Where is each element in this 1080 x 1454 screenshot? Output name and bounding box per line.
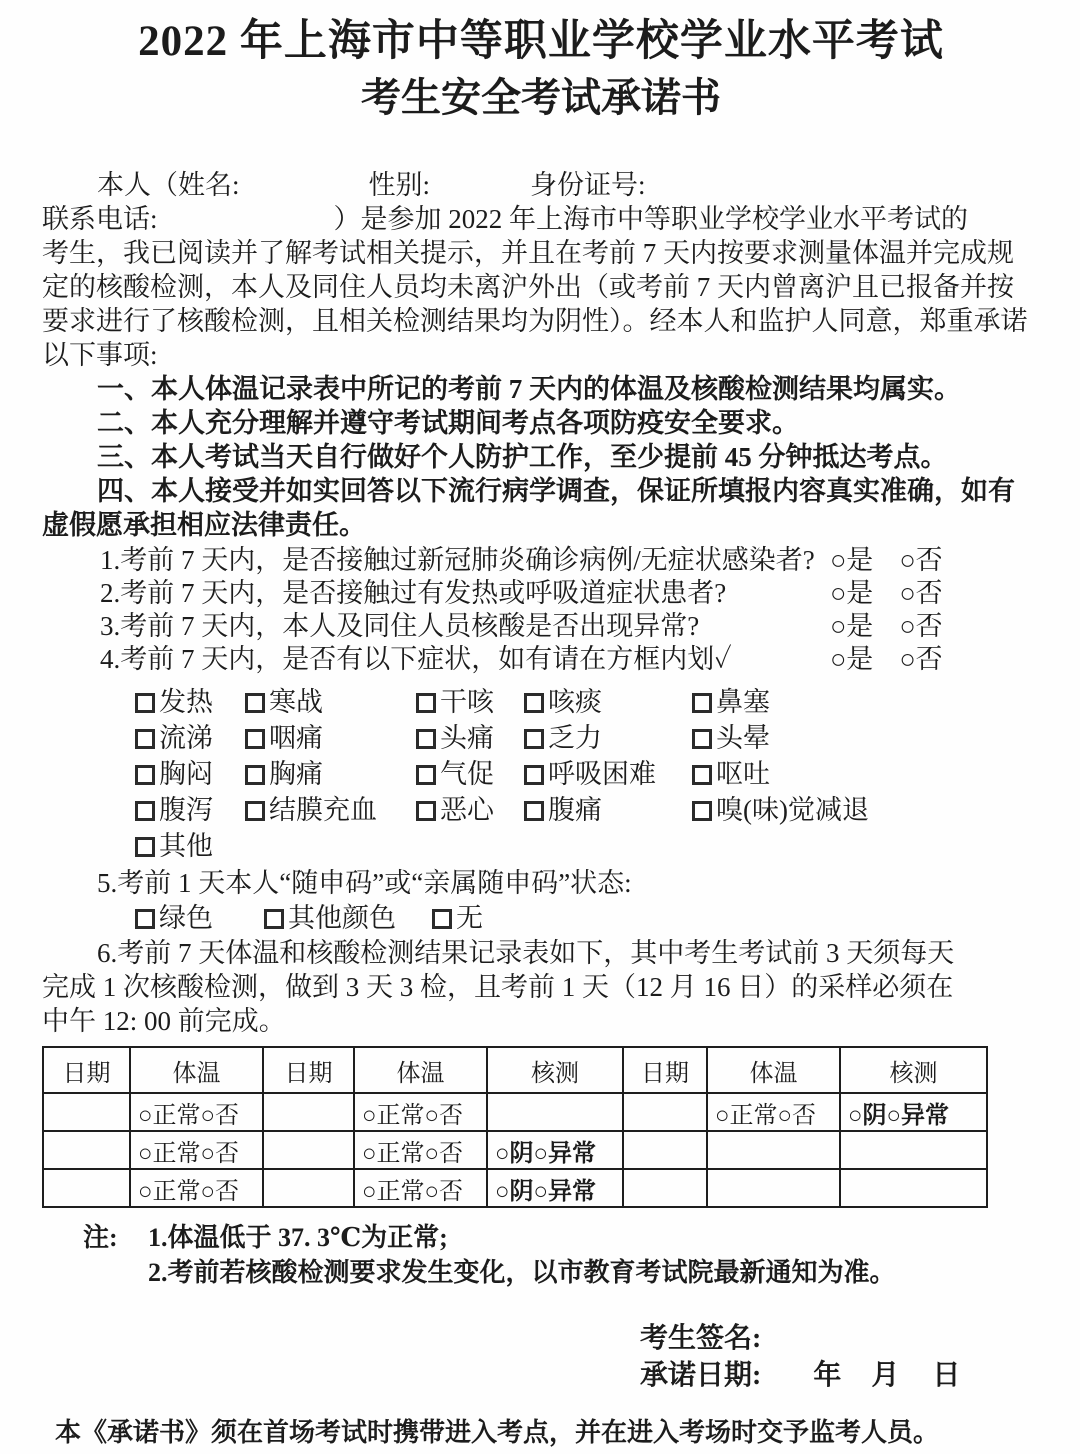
date-cell[interactable] xyxy=(43,1131,130,1169)
date-cell[interactable] xyxy=(43,1093,130,1131)
table-header-row xyxy=(43,1047,987,1093)
checkbox-icon xyxy=(692,765,712,785)
day-label: 日 xyxy=(932,1360,961,1391)
col-header-temperature: 体温 xyxy=(130,1047,263,1093)
question-4-options xyxy=(830,643,943,676)
question-row-1 xyxy=(42,544,1040,577)
date-cell[interactable] xyxy=(263,1131,354,1169)
intro-line: 要求进行了核酸检测，且相关检测结果均为阴性）。经本人和监护人同意，郑重承诺 xyxy=(42,306,1028,336)
commitment-item-4: 四、本人接受并如实回答以下流行病学调查，保证所填报内容真实准确，如有 xyxy=(97,476,1015,506)
question-1-text: 1.考前 7 天内，是否接触过新冠肺炎确诊病例/无症状感染者? xyxy=(100,545,815,575)
symptom-checkbox-fever[interactable]: 发热 xyxy=(135,684,245,720)
month-label: 月 xyxy=(871,1360,900,1391)
question-6-line: 中午 12: 00 前完成。 xyxy=(42,1006,286,1036)
phone-field-label: 联系电话: xyxy=(42,204,158,234)
commitment-item-4-wrap: 虚假愿承担相应法律责任。 xyxy=(42,510,366,540)
fields-line-2 xyxy=(42,202,1040,236)
symptom-checkbox-runny-nose[interactable]: 流涕 xyxy=(135,720,245,756)
checkbox-icon xyxy=(416,765,436,785)
question-3-options xyxy=(830,610,943,643)
question-1-options xyxy=(830,544,943,577)
col-header-nucleic-test: 核测 xyxy=(840,1047,987,1093)
nucleic-test-options-cell[interactable]: ○阴○异常 xyxy=(840,1093,987,1131)
temperature-options-cell[interactable]: ○正常○否 xyxy=(354,1131,487,1169)
checkbox-icon xyxy=(524,729,544,749)
checkbox-icon xyxy=(135,801,155,821)
health-code-options xyxy=(135,900,1040,936)
fields-line-1 xyxy=(42,168,1040,202)
checkbox-icon xyxy=(692,693,712,713)
question-6-line: 完成 1 次核酸检测，做到 3 天 3 检，且考前 1 天（12 月 16 日）的采样必须在 xyxy=(42,972,954,1002)
checkbox-icon xyxy=(432,909,452,929)
col-header-nucleic-test: 核测 xyxy=(487,1047,623,1093)
health-code-other-color-checkbox[interactable]: 其他颜色 xyxy=(264,900,432,936)
symptom-checkbox-smell-taste-loss[interactable]: 嗅(味)觉减退 xyxy=(692,792,1040,828)
col-header-date: 日期 xyxy=(623,1047,707,1093)
health-code-green-checkbox[interactable]: 绿色 xyxy=(135,900,264,936)
question-2-options xyxy=(830,577,943,610)
temperature-options-cell[interactable]: ○正常○否 xyxy=(354,1093,487,1131)
candidate-signature-label: 考生签名: xyxy=(640,1323,762,1354)
intro-line: 考生，我已阅读并了解考试相关提示，并且在考前 7 天内按要求测量体温并完成规 xyxy=(42,238,1014,268)
symptom-checkbox-grid xyxy=(135,684,1040,864)
checkbox-icon xyxy=(524,765,544,785)
commitment-item-1: 一、本人体温记录表中所记的考前 7 天内的体温及核酸检测结果均属实。 xyxy=(97,374,961,404)
radio-no[interactable]: ○否 xyxy=(899,578,943,608)
candidate-signature-line xyxy=(640,1320,1040,1357)
temperature-options-cell[interactable]: ○正常○否 xyxy=(354,1169,487,1207)
question-6-line: 6.考前 7 天体温和核酸检测结果记录表如下，其中考生考试前 3 天须每天 xyxy=(97,938,955,968)
symptom-checkbox-dizziness[interactable]: 头晕 xyxy=(692,720,1040,756)
symptom-checkbox-vomiting[interactable]: 呕吐 xyxy=(692,756,1040,792)
nucleic-test-cell[interactable] xyxy=(487,1093,623,1131)
symptom-checkbox-shortness-of-breath[interactable]: 气促 xyxy=(416,756,524,792)
table-row xyxy=(43,1169,987,1207)
commitment-date-line xyxy=(640,1357,1040,1394)
col-header-date: 日期 xyxy=(43,1047,130,1093)
question-3-text: 3.考前 7 天内，本人及同住人员核酸是否出现异常? xyxy=(100,611,700,641)
temperature-options-cell[interactable]: ○正常○否 xyxy=(130,1131,263,1169)
checkbox-icon xyxy=(245,729,265,749)
symptom-checkbox-chest-pain[interactable]: 胸痛 xyxy=(245,756,416,792)
temperature-options-cell[interactable] xyxy=(707,1169,840,1207)
radio-no[interactable]: ○否 xyxy=(899,611,943,641)
question-5-block xyxy=(42,866,1040,936)
checkbox-icon xyxy=(524,801,544,821)
radio-no[interactable]: ○否 xyxy=(899,545,943,575)
symptom-checkbox-sore-throat[interactable]: 咽痛 xyxy=(245,720,416,756)
symptom-checkbox-headache[interactable]: 头痛 xyxy=(416,720,524,756)
symptom-checkbox-chest-tightness[interactable]: 胸闷 xyxy=(135,756,245,792)
nucleic-test-cell[interactable] xyxy=(840,1169,987,1207)
intro-line: 以下事项: xyxy=(42,340,158,370)
intro-after-phone: ）是参加 2022 年上海市中等职业学校学业水平考试的 xyxy=(333,204,969,234)
table-row xyxy=(43,1131,987,1169)
question-row-3 xyxy=(42,610,1040,643)
date-cell[interactable] xyxy=(623,1093,707,1131)
checkbox-icon xyxy=(135,729,155,749)
commitment-item-2: 二、本人充分理解并遵守考试期间考点各项防疫安全要求。 xyxy=(97,408,799,438)
epidemiology-questions xyxy=(42,544,1040,676)
question-6-block xyxy=(42,936,1040,1038)
checkbox-icon xyxy=(524,693,544,713)
col-header-temperature: 体温 xyxy=(354,1047,487,1093)
checkbox-icon xyxy=(416,801,436,821)
note-item-1: 1.体温低于 37. 3℃为正常; xyxy=(148,1223,448,1252)
question-2-text: 2.考前 7 天内，是否接触过有发热或呼吸道症状患者? xyxy=(100,578,727,608)
notes-block xyxy=(83,1220,1040,1290)
checkbox-icon xyxy=(135,909,155,929)
symptom-checkbox-fatigue[interactable]: 乏力 xyxy=(524,720,692,756)
date-cell[interactable] xyxy=(43,1169,130,1207)
note-prefix: 注: xyxy=(83,1223,118,1252)
gender-field-label: 性别: xyxy=(368,170,431,200)
radio-yes[interactable]: ○是 xyxy=(830,578,874,608)
checkbox-icon xyxy=(135,693,155,713)
date-cell[interactable] xyxy=(263,1169,354,1207)
col-header-date: 日期 xyxy=(263,1047,354,1093)
checkbox-icon xyxy=(416,729,436,749)
id-field-label: 身份证号: xyxy=(530,170,646,200)
temperature-options-cell[interactable]: ○正常○否 xyxy=(130,1169,263,1207)
intro-line: 定的核酸检测，本人及同住人员均未离沪外出（或考前 7 天内曾离沪且已报备并按 xyxy=(42,272,1014,302)
symptom-checkbox-sputum[interactable]: 咳痰 xyxy=(524,684,692,720)
symptom-checkbox-chills[interactable]: 寒战 xyxy=(245,684,416,720)
nucleic-test-options-cell[interactable]: ○阴○异常 xyxy=(487,1131,623,1169)
question-row-4 xyxy=(42,643,1040,676)
footer-instruction: 本《承诺书》须在首场考试时携带进入考点，并在进入考场时交予监考人员。 xyxy=(55,1418,940,1447)
commitment-list xyxy=(42,372,1040,542)
document-title-line1: 2022 年上海市中等职业学校学业水平考试 xyxy=(138,18,944,65)
checkbox-icon xyxy=(245,801,265,821)
checkbox-icon xyxy=(245,765,265,785)
checkbox-icon xyxy=(692,729,712,749)
question-row-2 xyxy=(42,577,1040,610)
radio-yes[interactable]: ○是 xyxy=(830,644,874,674)
radio-no[interactable]: ○否 xyxy=(899,644,943,674)
checkbox-icon xyxy=(135,837,155,857)
date-cell[interactable] xyxy=(623,1131,707,1169)
symptom-checkbox-nasal-congestion[interactable]: 鼻塞 xyxy=(692,684,1040,720)
document-title-line2: 考生安全考试承诺书 xyxy=(361,75,721,120)
signature-block xyxy=(640,1320,1040,1394)
temperature-options-cell[interactable]: ○正常○否 xyxy=(707,1093,840,1131)
commitment-date-label: 承诺日期: xyxy=(640,1360,762,1391)
intro-paragraph xyxy=(42,168,1040,372)
note-line-2 xyxy=(83,1255,1040,1290)
temperature-options-cell[interactable]: ○正常○否 xyxy=(130,1093,263,1131)
table-row xyxy=(43,1093,987,1131)
note-item-2: 2.考前若核酸检测要求发生变化，以市教育考试院最新通知为准。 xyxy=(148,1258,896,1287)
symptom-checkbox-breathing-difficulty[interactable]: 呼吸困难 xyxy=(524,756,692,792)
commitment-item-3: 三、本人考试当天自行做好个人防护工作，至少提前 45 分钟抵达考点。 xyxy=(97,442,948,472)
symptom-checkbox-abdominal-pain[interactable]: 腹痛 xyxy=(524,792,692,828)
checkbox-icon xyxy=(245,693,265,713)
symptom-checkbox-other[interactable]: 其他 xyxy=(135,828,245,864)
symptom-checkbox-nausea[interactable]: 恶心 xyxy=(416,792,524,828)
col-header-temperature: 体温 xyxy=(707,1047,840,1093)
year-label: 年 xyxy=(813,1360,842,1391)
radio-yes[interactable]: ○是 xyxy=(830,545,874,575)
checkbox-icon xyxy=(692,801,712,821)
date-cell[interactable] xyxy=(263,1093,354,1131)
symptom-checkbox-dry-cough[interactable]: 干咳 xyxy=(416,684,524,720)
health-code-none-checkbox[interactable]: 无 xyxy=(432,903,483,933)
radio-yes[interactable]: ○是 xyxy=(830,611,874,641)
symptom-checkbox-conjunctival-congestion[interactable]: 结膜充血 xyxy=(245,792,416,828)
symptom-checkbox-diarrhea[interactable]: 腹泻 xyxy=(135,792,245,828)
checkbox-icon xyxy=(135,765,155,785)
checkbox-icon xyxy=(264,909,284,929)
note-prefix-spacer xyxy=(83,1255,148,1290)
temperature-options-cell[interactable] xyxy=(707,1131,840,1169)
note-line-1 xyxy=(83,1220,1040,1255)
question-5-text: 5.考前 1 天本人“随申码”或“亲属随申码”状态: xyxy=(97,868,632,898)
nucleic-test-cell[interactable] xyxy=(840,1131,987,1169)
date-cell[interactable] xyxy=(623,1169,707,1207)
checkbox-icon xyxy=(416,693,436,713)
nucleic-test-options-cell[interactable]: ○阴○异常 xyxy=(487,1169,623,1207)
temperature-record-table xyxy=(42,1046,988,1208)
name-field-label: 本人（姓名: xyxy=(97,170,240,200)
question-4-text: 4.考前 7 天内，是否有以下症状，如有请在方框内划✓ xyxy=(100,644,732,674)
